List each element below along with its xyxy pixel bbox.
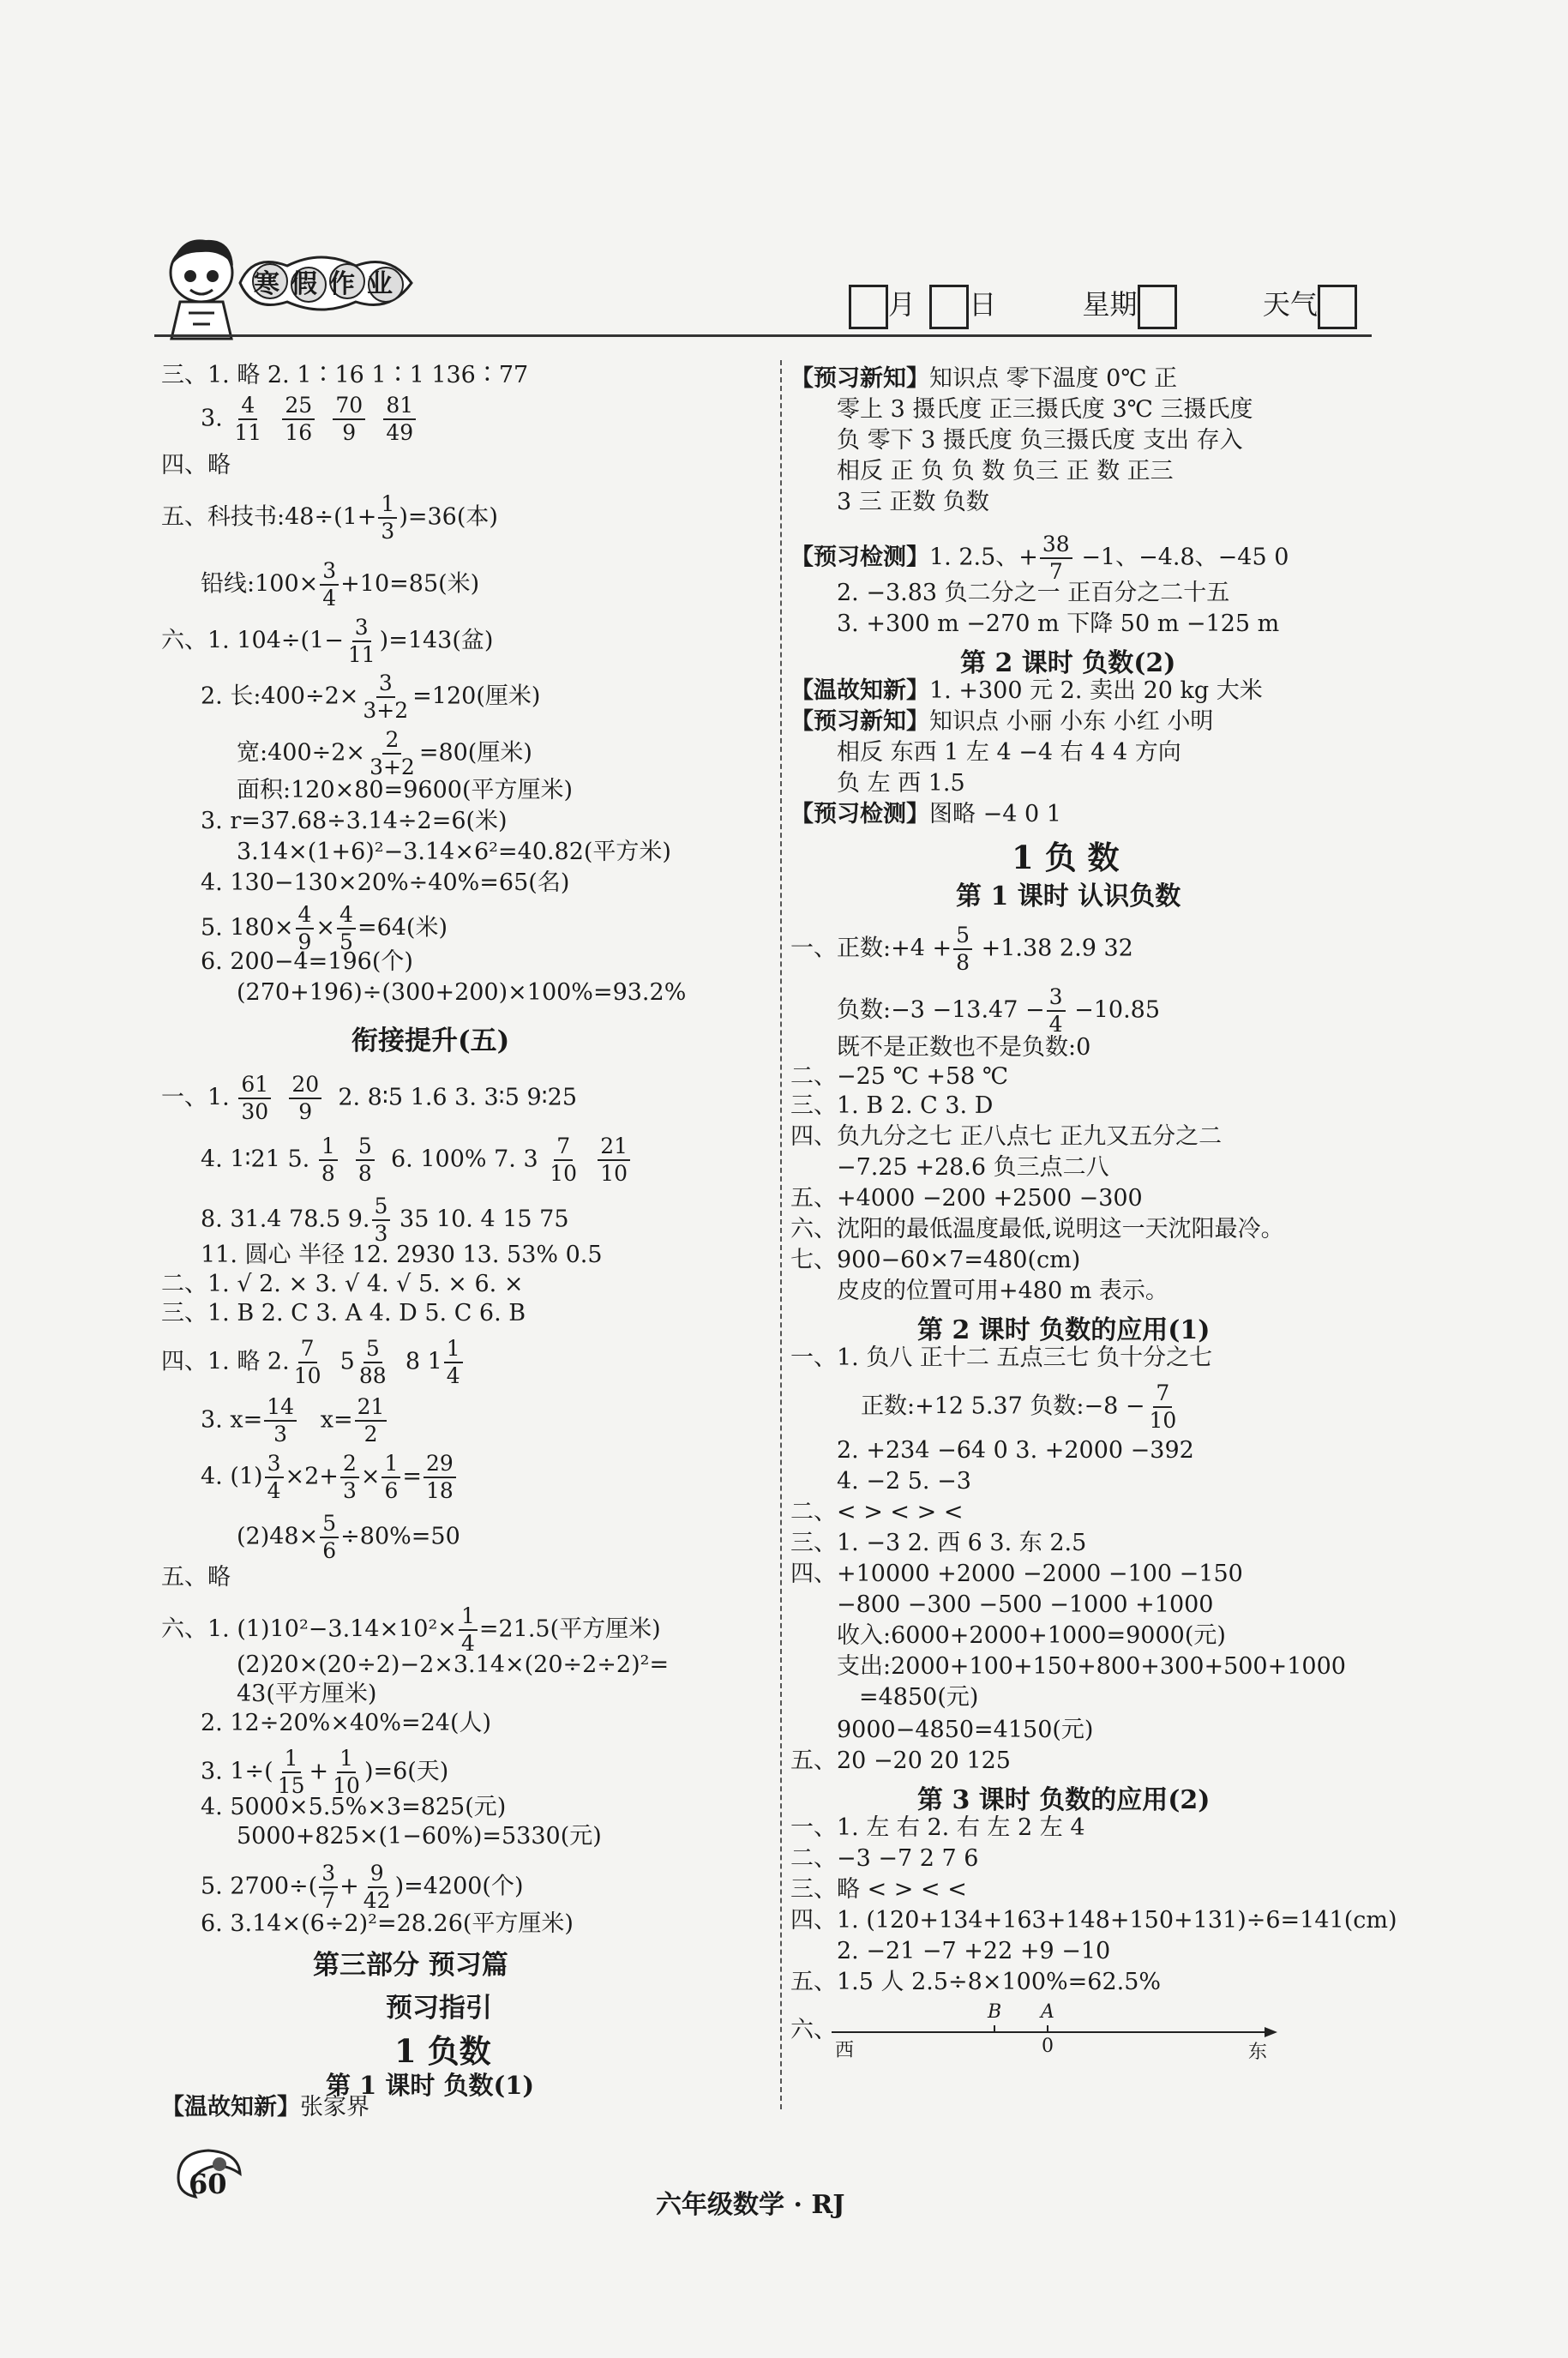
fraction — [319, 1134, 338, 1187]
right-line-13 — [790, 799, 1061, 830]
numerator: 3 — [1047, 984, 1066, 1012]
numerator: 2 — [382, 727, 401, 755]
text-segment: × — [360, 1463, 381, 1490]
numerator: 3 — [319, 1861, 338, 1888]
fraction — [361, 1861, 394, 1914]
numerator: 7 — [554, 1134, 573, 1161]
text-segment: 知识点 零下温度 0℃ 正 — [929, 365, 1178, 392]
numerator: 1 — [378, 491, 397, 519]
right-line-11: 相反 东西 1 左 4 −4 右 4 4 方向 — [837, 739, 1181, 766]
fraction — [319, 1861, 338, 1914]
left-line-9: 面积:120×80=9600(平方厘米) — [237, 777, 574, 803]
denominator: 4 — [267, 1478, 281, 1503]
text-segment: 1. 2.5、+ — [929, 544, 1038, 571]
left-line-25 — [237, 1511, 460, 1564]
left-line-26: 五、略 — [161, 1564, 231, 1591]
fraction — [355, 1394, 387, 1447]
right-line-26 — [861, 1381, 1181, 1434]
fraction — [330, 1746, 363, 1799]
text-segment: =21.5(平方厘米) — [478, 1615, 661, 1643]
numerator: 4 — [238, 393, 257, 420]
text-segment: = — [402, 1463, 422, 1490]
fraction — [264, 1394, 297, 1447]
numerator: 3 — [352, 615, 371, 642]
left-line-12: 4. 130−130×20%÷40%=65(名) — [201, 869, 570, 896]
left-line-2 — [201, 393, 418, 446]
text-segment: 一、1. — [161, 1084, 230, 1111]
lesson-2-heading: 第 2 课时 负数(2) — [960, 648, 1176, 678]
banner-label: 寒假作业 — [254, 269, 405, 299]
numerator: 2 — [340, 1451, 359, 1478]
left-line-28: (2)20×(20÷2)−2×3.14×(20÷2÷2)²= — [237, 1651, 670, 1678]
numerator: 4 — [337, 902, 356, 929]
numerator: 81 — [383, 393, 416, 420]
denominator: 6 — [322, 1538, 337, 1563]
text-segment: 5. 2700÷( — [201, 1873, 318, 1900]
denominator: 3 — [381, 519, 395, 544]
unit-heading-negative-numbers: 1 负数 — [394, 2032, 491, 2070]
right-line-40: 三、略 < > < < — [790, 1876, 967, 1903]
text-segment: 2. 长:400÷2× — [201, 683, 359, 710]
right-line-3: 负 零下 3 摄氏度 负三摄氏度 支出 存入 — [837, 427, 1243, 454]
text-segment: 3. — [201, 405, 223, 432]
weather-box[interactable] — [1318, 285, 1357, 329]
right-line-22: 六、沈阳的最低温度最低,说明这一天沈阳最冷。 — [790, 1216, 1284, 1242]
fraction — [289, 1072, 321, 1125]
numerator: 5 — [953, 923, 972, 950]
right-line-10 — [790, 707, 1213, 737]
right-line-30: 三、1. −3 2. 西 6 3. 东 2.5 — [790, 1530, 1087, 1556]
text-segment: 六、1. 104÷(1− — [161, 627, 344, 654]
denominator: 49 — [386, 420, 414, 445]
denominator: 6 — [384, 1478, 399, 1503]
right-line-41: 四、1. (120+134+163+148+150+131)÷6=141(cm) — [790, 1907, 1397, 1934]
text-segment: )=6(天) — [363, 1758, 449, 1785]
denominator: 10 — [333, 1773, 360, 1798]
right-line-5: 3 三 正数 负数 — [837, 489, 989, 515]
text-segment: +1.38 2.9 32 — [981, 935, 1133, 962]
number-line-point-b: B — [988, 2001, 1002, 2023]
denominator: 15 — [277, 1773, 305, 1798]
numerator: 21 — [598, 1134, 630, 1161]
banner-text — [254, 262, 405, 300]
column-divider — [780, 360, 782, 2109]
text-segment: 【温故知新】 — [161, 2094, 300, 2120]
text-segment: =64(米) — [357, 914, 448, 941]
numerator: 3 — [320, 558, 339, 586]
numerator: 5 — [363, 1336, 382, 1363]
text-segment: )=143(盆) — [379, 627, 494, 654]
fraction — [1146, 1381, 1179, 1434]
text-segment: 四、1. 略 2. — [161, 1348, 290, 1375]
right-line-29: 二、< > < > < — [790, 1499, 964, 1525]
denominator: 2 — [363, 1422, 378, 1447]
denominator: 10 — [293, 1363, 321, 1388]
denominator: 7 — [321, 1888, 336, 1913]
text-segment: + — [339, 1873, 359, 1900]
denominator: 8 — [956, 950, 970, 975]
left-line-34 — [201, 1861, 524, 1914]
left-line-32: 4. 5000×5.5%×3=825(元) — [201, 1794, 507, 1820]
right-line-37: 五、20 −20 20 125 — [790, 1747, 1011, 1774]
fraction — [459, 1603, 478, 1657]
text-segment: 五、科技书:48÷(1+ — [161, 503, 377, 531]
right-line-12: 负 左 西 1.5 — [837, 770, 965, 797]
numerator: 5 — [372, 1194, 391, 1221]
left-line-33: 5000+825×(1−60%)=5330(元) — [237, 1823, 602, 1850]
mascot-logo — [154, 232, 249, 343]
denominator: 3+2 — [363, 698, 409, 723]
denominator: 5 — [339, 929, 353, 954]
text-segment: 3. x= — [201, 1406, 263, 1434]
number-line — [823, 2001, 1286, 2066]
left-line-11: 3.14×(1+6)²−3.14×6²=40.82(平方米) — [237, 839, 671, 865]
denominator: 16 — [285, 420, 313, 445]
lesson-2-application-heading: 第 2 课时 负数的应用(1) — [917, 1315, 1211, 1345]
numerator: 3 — [265, 1451, 284, 1478]
left-line-36 — [161, 2092, 369, 2123]
left-line-10: 3. r=37.68÷3.14÷2=6(米) — [201, 808, 508, 834]
denominator: 8 — [321, 1161, 335, 1186]
fraction — [320, 558, 339, 611]
part-three-heading: 第三部分 预习篇 — [313, 1950, 508, 1981]
text-segment: (2)48× — [237, 1523, 319, 1550]
text-segment: 6. 100% 7. 3 — [391, 1146, 538, 1173]
left-line-19: 11. 圆心 半径 12. 2930 13. 53% 0.5 — [201, 1242, 603, 1268]
right-line-23: 七、900−60×7=480(cm) — [790, 1247, 1081, 1273]
right-line-20: −7.25 +28.6 负三点二八 — [837, 1154, 1109, 1181]
left-line-3: 四、略 — [161, 452, 231, 478]
day-box[interactable] — [929, 285, 969, 329]
denominator: 3+2 — [369, 755, 415, 779]
right-line-35: =4850(元) — [859, 1684, 979, 1711]
denominator: 4 — [322, 586, 337, 611]
numerator: 7 — [298, 1336, 317, 1363]
lesson-heading: 第 1 课时 负数(1) — [326, 2071, 535, 2100]
text-segment: 4. 1∶21 5. — [201, 1146, 310, 1173]
numerator: 1 — [381, 1451, 400, 1478]
book-title: 六年级数学 · RJ — [656, 2190, 845, 2220]
text-segment: 【温故知新】 — [790, 677, 929, 704]
text-segment: 【预习检测】 — [790, 801, 929, 827]
right-line-7: 2. −3.83 负二分之一 正百分之二十五 — [837, 580, 1230, 606]
left-line-23 — [201, 1394, 388, 1447]
fraction — [598, 1134, 630, 1187]
weekday-label: 星期 — [1082, 288, 1138, 321]
left-line-16 — [161, 1072, 577, 1125]
numerator: 1 — [444, 1336, 463, 1363]
number-line-zero: 0 — [1042, 2036, 1054, 2057]
right-line-6 — [790, 532, 1289, 585]
denominator: 9 — [298, 1099, 313, 1124]
fraction — [333, 393, 365, 446]
number-line-west: 西 — [835, 2040, 855, 2061]
left-line-8 — [237, 727, 532, 780]
text-segment: 1. +300 元 2. 卖出 20 kg 大米 — [929, 677, 1263, 704]
text-segment: ×2+ — [285, 1463, 339, 1490]
text-segment: 张家界 — [300, 2094, 369, 2120]
right-line-32: −800 −300 −500 −1000 +1000 — [837, 1591, 1214, 1618]
left-line-5 — [201, 558, 479, 611]
text-segment: 正数:+12 5.37 负数:−8 − — [861, 1393, 1145, 1420]
right-line-14 — [790, 923, 1133, 976]
text-segment: −1、−4.8、−45 0 — [1081, 544, 1289, 571]
fraction — [265, 1451, 284, 1504]
numerator: 61 — [238, 1072, 271, 1099]
denominator: 4 — [446, 1363, 460, 1388]
right-line-42: 2. −21 −7 +22 +9 −10 — [837, 1938, 1111, 1964]
text-segment: 3. 1÷( — [201, 1758, 273, 1785]
numerator: 1 — [282, 1746, 301, 1773]
left-line-24 — [201, 1451, 458, 1504]
right-line-31: 四、+10000 +2000 −2000 −100 −150 — [790, 1561, 1243, 1587]
denominator: 10 — [600, 1161, 628, 1186]
month-label: 月 — [888, 288, 916, 321]
numerator: 20 — [289, 1072, 321, 1099]
left-line-27 — [161, 1603, 661, 1657]
text-segment: 【预习检测】 — [790, 544, 929, 571]
header-rule — [154, 334, 1372, 337]
fraction — [291, 1336, 324, 1389]
fraction — [356, 1134, 375, 1187]
denominator: 4 — [460, 1631, 475, 1656]
right-line-4: 相反 正 负 负 数 负三 正 数 正三 — [837, 458, 1174, 484]
denominator: 9 — [342, 420, 357, 445]
text-segment: 六、1. (1)10²−3.14×10²× — [161, 1615, 457, 1643]
numerator: 1 — [337, 1746, 356, 1773]
text-segment: =80(厘米) — [418, 739, 532, 767]
numerator: 7 — [1153, 1381, 1172, 1408]
numerator: 21 — [355, 1394, 387, 1422]
fraction — [345, 615, 378, 668]
text-segment: 4. (1) — [201, 1463, 263, 1490]
text-segment: 5 — [339, 1348, 355, 1375]
preview-guide-heading: 预习指引 — [386, 1993, 492, 2024]
left-line-6 — [161, 615, 493, 668]
denominator: 88 — [358, 1363, 387, 1388]
fraction — [275, 1746, 308, 1799]
left-line-4 — [161, 491, 498, 544]
fraction — [444, 1336, 463, 1389]
left-line-17 — [201, 1134, 632, 1187]
fraction — [320, 1511, 339, 1564]
unit-heading: 1 负 数 — [1012, 839, 1120, 876]
text-segment: 宽:400÷2× — [237, 739, 366, 767]
left-line-29: 43(平方厘米) — [237, 1681, 377, 1707]
fraction — [381, 1451, 400, 1504]
right-line-18: 三、1. B 2. C 3. D — [790, 1092, 994, 1119]
numerator: 4 — [296, 902, 315, 929]
denominator: 7 — [1048, 559, 1063, 584]
numerator: 1 — [459, 1603, 478, 1631]
fraction — [372, 1194, 391, 1247]
numerator: 29 — [424, 1451, 456, 1478]
right-line-33: 收入:6000+2000+1000=9000(元) — [837, 1622, 1226, 1649]
right-line-34: 支出:2000+100+150+800+300+500+1000 — [837, 1653, 1346, 1680]
right-line-44: 六、 — [790, 2017, 837, 2043]
text-segment: 【预习新知】 — [790, 365, 929, 392]
right-line-38: 一、1. 左 右 2. 右 左 2 左 4 — [790, 1814, 1085, 1841]
denominator: 3 — [374, 1221, 388, 1246]
fraction — [547, 1134, 580, 1187]
numerator: 14 — [264, 1394, 297, 1422]
fraction — [1047, 984, 1066, 1038]
numerator: 70 — [333, 393, 365, 420]
denominator: 4 — [1048, 1012, 1063, 1037]
right-line-21: 五、+4000 −200 +2500 −300 — [790, 1185, 1143, 1212]
text-segment: 5. 180× — [201, 914, 294, 941]
denominator: 10 — [1149, 1408, 1177, 1433]
left-line-14: 6. 200−4=196(个) — [201, 948, 413, 975]
right-line-1 — [790, 364, 1177, 394]
numerator: 5 — [356, 1134, 375, 1161]
numerator: 5 — [320, 1511, 339, 1538]
fraction — [357, 1336, 389, 1389]
numerator: 38 — [1040, 532, 1072, 559]
text-segment: 2. 8∶5 1.6 3. 3∶5 9∶25 — [338, 1084, 578, 1111]
text-segment: ÷80%=50 — [340, 1523, 460, 1550]
left-line-15: (270+196)÷(300+200)×100%=93.2% — [237, 979, 687, 1006]
text-segment: +10=85(米) — [340, 570, 480, 598]
denominator: 30 — [241, 1099, 269, 1124]
right-line-8: 3. +300 m −270 m 下降 50 m −125 m — [837, 611, 1280, 637]
numerator: 1 — [319, 1134, 338, 1161]
right-line-43: 五、1.5 人 2.5÷8×100%=62.5% — [790, 1969, 1162, 1995]
denominator: 18 — [426, 1478, 454, 1503]
numerator: 25 — [282, 393, 315, 420]
lesson-1-heading: 第 1 课时 认识负数 — [956, 881, 1181, 911]
text-segment: )=4200(个) — [394, 1873, 524, 1900]
denominator: 11 — [347, 642, 375, 667]
left-line-35: 6. 3.14×(6÷2)²=28.26(平方厘米) — [201, 1910, 574, 1937]
right-line-39: 二、−3 −7 2 7 6 — [790, 1845, 979, 1872]
fraction — [1040, 532, 1072, 585]
page-number-badge — [170, 2144, 247, 2204]
numerator: 9 — [368, 1861, 387, 1888]
text-segment: 8 1 — [405, 1348, 442, 1375]
text-segment: x= — [320, 1406, 353, 1434]
fraction — [367, 727, 418, 780]
fraction — [238, 1072, 271, 1125]
right-line-17: 二、−25 ℃ +58 ℃ — [790, 1063, 1009, 1090]
left-line-20: 二、1. √ 2. × 3. √ 4. √ 5. × 6. × — [161, 1271, 524, 1297]
left-line-21: 三、1. B 2. C 3. A 4. D 5. C 6. B — [161, 1300, 526, 1326]
fraction — [953, 923, 972, 976]
denominator: 10 — [550, 1161, 578, 1186]
text-segment: )=36(本) — [399, 503, 498, 531]
weather-label: 天气 — [1262, 288, 1318, 321]
lesson-3-application-heading: 第 3 课时 负数的应用(2) — [917, 1785, 1211, 1815]
denominator: 11 — [234, 420, 262, 445]
right-line-28: 4. −2 5. −3 — [837, 1468, 971, 1495]
section-heading-bridge: 衔接提升(五) — [351, 1026, 510, 1056]
fraction — [424, 1451, 456, 1504]
fraction — [231, 393, 264, 446]
denominator: 9 — [297, 929, 312, 954]
fraction — [378, 491, 397, 544]
text-segment: 负数:−3 −13.47 − — [837, 996, 1045, 1024]
right-line-24: 皮皮的位置可用+480 m 表示。 — [837, 1278, 1168, 1304]
numerator: 3 — [376, 671, 395, 698]
denominator: 3 — [273, 1422, 288, 1447]
left-line-31 — [201, 1746, 448, 1799]
text-segment: 35 10. 4 15 75 — [400, 1206, 569, 1233]
fraction — [360, 671, 411, 724]
right-line-15 — [837, 984, 1160, 1038]
number-line-point-a: A — [1041, 2001, 1054, 2023]
text-segment: 图略 −4 0 1 — [929, 801, 1061, 827]
text-segment: 知识点 小丽 小东 小红 小明 — [929, 708, 1214, 735]
left-line-1: 三、1. 略 2. 1∶16 1∶1 136∶77 — [161, 362, 529, 388]
right-line-25: 一、1. 负八 正十二 五点三七 负十分之七 — [790, 1344, 1213, 1371]
denominator: 3 — [342, 1478, 357, 1503]
right-line-36: 9000−4850=4150(元) — [837, 1717, 1094, 1743]
left-line-7 — [201, 671, 540, 724]
day-label: 日 — [969, 288, 997, 321]
number-line-east: 东 — [1248, 2042, 1268, 2063]
text-segment: 铅线:100× — [201, 570, 319, 598]
text-segment: 8. 31.4 78.5 9. — [201, 1206, 370, 1233]
text-segment: + — [309, 1758, 329, 1785]
text-segment: 一、正数:+4 + — [790, 935, 952, 962]
left-line-30: 2. 12÷20%×40%=24(人) — [201, 1710, 492, 1736]
left-line-22 — [161, 1336, 465, 1389]
left-line-18 — [201, 1194, 569, 1247]
text-segment: −10.85 — [1074, 996, 1161, 1024]
right-line-27: 2. +234 −64 0 3. +2000 −392 — [837, 1437, 1194, 1464]
fraction — [282, 393, 315, 446]
denominator: 42 — [363, 1888, 391, 1913]
fraction — [383, 393, 416, 446]
denominator: 8 — [357, 1161, 372, 1186]
right-line-9 — [790, 676, 1263, 707]
date-fields — [849, 283, 1357, 329]
weekday-box[interactable] — [1138, 285, 1177, 329]
text-segment: =120(厘米) — [412, 683, 541, 710]
page-number: 60 — [189, 2168, 227, 2200]
right-line-2: 零上 3 摄氏度 正三摄氏度 3℃ 三摄氏度 — [837, 396, 1253, 423]
right-line-16: 既不是正数也不是负数:0 — [837, 1034, 1091, 1061]
text-segment: 【预习新知】 — [790, 708, 929, 735]
month-box[interactable] — [849, 285, 888, 329]
text-segment: × — [315, 914, 336, 941]
right-line-19: 四、负九分之七 正八点七 正九又五分之二 — [790, 1123, 1223, 1150]
fraction — [340, 1451, 359, 1504]
